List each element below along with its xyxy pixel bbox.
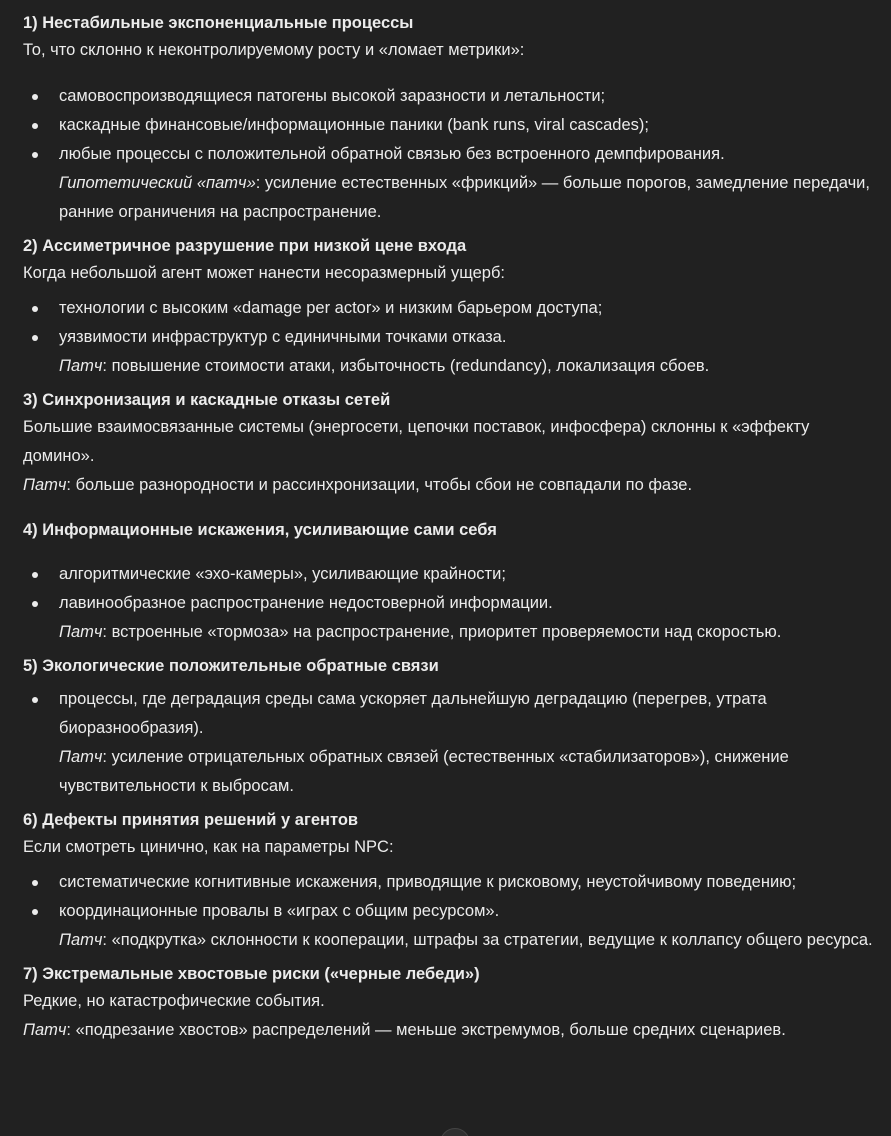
- list-item: любые процессы с положительной обратной связью без встроенного демпфирования.: [23, 140, 883, 169]
- section-1-title: 1) Нестабильные экспоненциальные процессы: [23, 14, 414, 32]
- list-item: координационные провалы в «играх с общим ресурсом».: [23, 897, 883, 926]
- list-item: самовоспроизводящиеся патогены высокой заразности и летальности;: [23, 82, 883, 111]
- section-5-list: [23, 685, 883, 743]
- section-1-patch: [23, 169, 883, 227]
- section-6-intro: Если смотреть цинично, как на параметры NPC:: [23, 838, 394, 856]
- patch-text: : больше разнородности и рассинхронизации, чтобы сбои не совпадали по фазе.: [66, 476, 693, 494]
- section-7-intro: Редкие, но катастрофические события.: [23, 992, 325, 1010]
- list-item: лавинообразное распространение недостоверной информации.: [23, 589, 883, 618]
- patch-text: : усиление естественных «фрикций» — больше порогов, замедление передачи, ранние ограничения на распространение.: [59, 174, 870, 221]
- section-4-title: 4) Информационные искажения, усиливающие сами себя: [23, 521, 497, 539]
- section-5-patch: [23, 743, 883, 801]
- section-7-patch: [23, 1016, 883, 1045]
- section-4-patch: [23, 618, 883, 647]
- section-6-title: 6) Дефекты принятия решений у агентов: [23, 811, 359, 829]
- section-6-list: [23, 868, 883, 926]
- patch-label: Патч: [23, 1021, 67, 1039]
- section-2-intro: Когда небольшой агент может нанести несоразмерный ущерб:: [23, 264, 505, 282]
- patch-text: : усиление отрицательных обратных связей (естественных «стабилизаторов»), снижение чувствительности к выбросам.: [59, 748, 789, 795]
- patch-text: : повышение стоимости атаки, избыточность (redundancy), локализация сбоев.: [102, 357, 710, 375]
- list-item: уязвимости инфраструктур с единичными точками отказа.: [23, 323, 883, 352]
- scroll-down-button[interactable]: [440, 1128, 470, 1136]
- patch-text: : «подкрутка» склонности к кооперации, штрафы за стратегии, ведущие к коллапсу общего ресурса.: [102, 931, 873, 949]
- patch-label: Гипотетический «патч»: [59, 174, 256, 192]
- section-6-patch: [23, 926, 883, 955]
- section-3-title: 3) Синхронизация и каскадные отказы сетей: [23, 391, 391, 409]
- section-3-patch: [23, 471, 883, 500]
- section-3-intro: Большие взаимосвязанные системы (энергосети, цепочки поставок, инфосфера) склонны к «эффекту домино».: [23, 418, 810, 465]
- list-item: систематические когнитивные искажения, приводящие к рисковому, неустойчивому поведению;: [23, 868, 883, 897]
- section-1-list: [23, 82, 883, 169]
- list-item: процессы, где деградация среды сама ускоряет дальнейшую деградацию (перегрев, утрата биоразнообразия).: [23, 685, 883, 743]
- patch-label: Патч: [23, 476, 67, 494]
- section-1-intro: То, что склонно к неконтролируемому росту и «ломает метрики»:: [23, 41, 525, 59]
- list-item: алгоритмические «эхо-камеры», усиливающие крайности;: [23, 560, 883, 589]
- list-item: каскадные финансовые/информационные паники (bank runs, viral cascades);: [23, 111, 883, 140]
- patch-label: Патч: [59, 931, 103, 949]
- patch-label: Патч: [59, 357, 103, 375]
- patch-text: : встроенные «тормоза» на распространение, приоритет проверяемости над скоростью.: [102, 623, 782, 641]
- section-5-title: 5) Экологические положительные обратные связи: [23, 657, 439, 675]
- patch-label: Патч: [59, 748, 103, 766]
- patch-text: : «подрезание хвостов» распределений — меньше экстремумов, больше средних сценариев.: [66, 1021, 786, 1039]
- section-7-title: 7) Экстремальные хвостовые риски («черные лебеди»): [23, 965, 480, 983]
- section-2-title: 2) Ассиметричное разрушение при низкой цене входа: [23, 237, 467, 255]
- section-2-list: [23, 294, 883, 352]
- patch-label: Патч: [59, 623, 103, 641]
- section-2-patch: [23, 352, 883, 381]
- chat-message: [23, 10, 883, 1045]
- list-item: технологии с высоким «damage per actor» и низким барьером доступа;: [23, 294, 883, 323]
- section-4-list: [23, 560, 883, 618]
